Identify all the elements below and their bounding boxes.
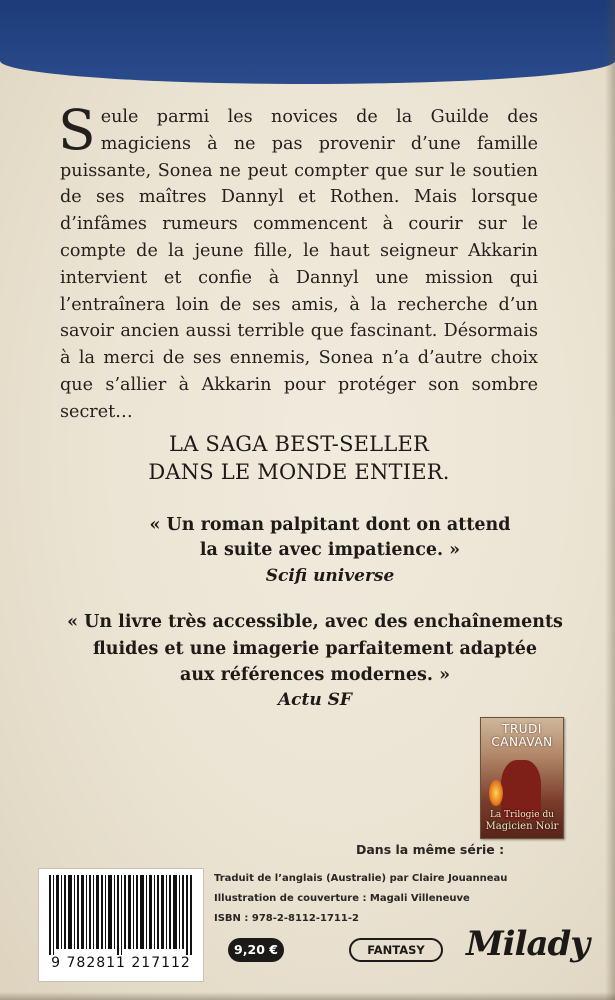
saga-tagline-line2: DANS LE MONDE ENTIER.: [148, 460, 450, 484]
series-book-thumbnail: [480, 717, 564, 839]
review-quote-2-source: Actu SF: [277, 690, 353, 710]
credit-isbn: ISBN : 978-2-8112-1711-2: [214, 913, 359, 924]
book-title-small: La Trilogie du: [489, 810, 555, 820]
saga-tagline-line1: LA SAGA BEST-SELLER: [168, 432, 430, 456]
barcode-box: [38, 868, 204, 982]
review-quote-2-line3: aux références modernes. »: [179, 665, 451, 685]
worn-edge-right: [605, 0, 615, 1000]
worn-edge-bottom: [0, 992, 615, 1000]
review-quote-2-line1: « Un livre très accessible, avec des enchaînements: [67, 612, 563, 632]
blurb-paragraph: [58, 98, 538, 426]
barcode-number: 9 782811 217112: [51, 955, 191, 971]
review-quote-1-source: Scifi universe: [265, 566, 395, 586]
genre-badge: FANTASY: [349, 938, 443, 962]
credit-translation: Traduit de l’anglais (Australie) par Claire Jouanneau: [214, 873, 508, 884]
drop-cap: S: [58, 98, 96, 162]
barcode-icon: [47, 875, 195, 955]
review-quote-1-line2: la suite avec impatience. »: [199, 540, 461, 560]
credit-illustration: Illustration de couverture : Magali Villeneuve: [214, 893, 470, 904]
flame-illustration: [489, 780, 503, 806]
price-badge: 9,20 €: [228, 938, 284, 962]
publisher-logo: Milady: [466, 924, 590, 964]
same-series-label: Dans la même série :: [356, 842, 505, 857]
book-title-main: Magicien Noir: [485, 821, 559, 832]
review-quote-1-line1: « Un roman palpitant dont on attend: [149, 515, 511, 535]
blurb-text: eule parmi les novices de la Guilde des magiciens à ne pas provenir d’une famille puissante, Sonea ne peut compter que sur le soutien de ses maîtres Dannyl et Rothen. Mais lorsque d’infâmes rumeurs commencent à courir sur le compte de la jeune fille, le haut seigneur Akkarin intervient et confie à Dannyl une mission qui l’entraînera loin de ses amis, à la recherche d’un savoir ancien aussi terrible que fascinant. Désormais à la merci de ses ennemis, Sonea n’a d’autre choix que s’allier à Akkarin pour protéger son sombre secret…: [60, 107, 538, 422]
top-blue-band: [0, 0, 615, 84]
book-author-last: CANAVAN: [491, 735, 553, 749]
book-author-first: TRUDI: [502, 722, 542, 736]
review-quote-2-line2: fluides et une imagerie parfaitement adaptée: [93, 639, 537, 659]
